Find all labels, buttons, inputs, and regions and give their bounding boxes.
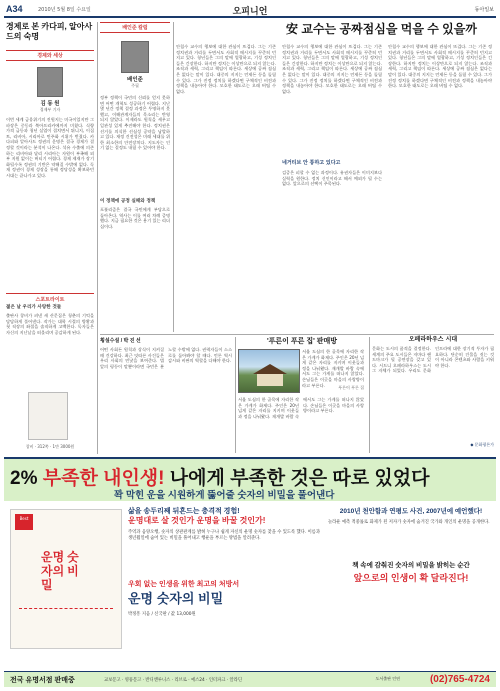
column-body: 정부 정책이 국민의 신뢰를 얻지 못하면 어떤 개혁도 성공하기 어렵다. 지난 몇 년간 정책 결정 과정은 투명하지 못했고, 이해관계자들의 목소리는 반영되지 않았다. 이제라도 원칙을 세우고 일관성 있게 추진해야 한다. 정치권은 선거를 의식한 선심성 공약을 남발하고 있다. 재정 건전성은 미래 세대를 위한 최소한의 안전장치다. 지도자는 인기 없는 결정도 내릴 수 있어야 한다. — [100, 95, 170, 151]
ad-publisher: 도서출판 인연 — [375, 676, 400, 681]
columnist-name: 배인준 — [127, 77, 143, 83]
ad-headline-rest: 나에게 부족한 것은 따로 있었다 — [164, 468, 430, 489]
center-body: 어떤 사회든 원칙과 상식이 지켜질 때 건강하다. 최근 잇따른 사건들은 우리 사회의 민낯을 보여준다. 법 앞의 평등이 말뿐이라면 국민은 분노할 수밖에 없다. 권력자들이 스스로를 돌아봐야 할 때다. 언론 역시 감시와 비판의 역할을 다해야 한다. — [100, 347, 232, 369]
newspaper-name: 동아일보 — [474, 7, 494, 13]
ad-right-line2: 책 속에 감춰진 숫자의 비밀을 밝히는 순간 — [352, 562, 470, 569]
column-body-2: 포퓰리즘은 결국 국민에게 부담으로 돌아온다. 역사는 이를 여러 차례 증명했다. 지금 필요한 것은 용기 있는 리더십이다. — [100, 207, 170, 229]
author-photo — [37, 67, 63, 97]
box-title-column: 배인준 칼럼 — [100, 22, 170, 33]
ad-right-body: 놀라운 예측 적중률로 화제가 된 저자가 숫자에 숨겨진 국가와 개인의 운명을 공개한다. — [328, 520, 490, 525]
ad-middle-column — [128, 507, 322, 618]
ad-subheadline: 꽉 막힌 운을 시원하게 뚫어줄 숫자의 비밀을 풀어낸다 — [114, 490, 335, 501]
ad-book-cover-title: 운명 숫자의 비밀 — [41, 550, 79, 592]
ad-mid-line1: 삶을 송두리째 뒤흔드는 충격적 경험! — [128, 508, 240, 515]
feature-photo-caption: 푸른이 푸른 집 — [338, 385, 364, 390]
feature-box — [238, 337, 366, 453]
ad-book-cover[interactable] — [10, 509, 122, 649]
main-body-col3: 검증은 피할 수 없는 과정이다. 유권자들은 이미지보다 실력을 원한다. 정치 신인이라고 해서 예외가 될 수는 없다. 앞으로의 선택이 주목된다. — [282, 170, 382, 187]
far-right-subhead: 오페라하우스 시대 — [408, 336, 458, 343]
main-article — [176, 22, 494, 332]
book-review-body: 출판사 창비가 펴낸 새 산문집은 청춘의 기억을 담담하게 풀어낸다. 작가는 대학 시절의 방황과 첫 직장의 좌절을 솔직하게 고백한다. 독자들은 자신의 지난날을 떠올리며 공감하게 된다. — [6, 313, 94, 335]
column-opinion — [100, 22, 170, 332]
column-economy — [6, 22, 94, 454]
ad-footer — [4, 671, 496, 687]
feature-headline: '푸른이 푸른 집' 판매방 — [266, 338, 338, 345]
article-body-economy: 이번 세계 금융위기의 진원지는 미국이었지만 그 파장은 중동과 북아프리카에까지 미쳤다. 식량 가격 급등과 청년 실업이 겹치면서 튀니지, 이집트, 리비아, 시리아로 민주화 시위가 번졌다. 카다피와 알아사드 정권의 운명은 결국 경제가 결정할 것이라는 분석이 나온다. 석유 수출에 의존하는 리비아와 달리 시리아는 자원이 부족해 외부 지원 없이는 버티기 어렵다. 경제 제재가 장기화될수록 정권의 기반은 약해질 수밖에 없다. 독재 정권이 경제 성장을 통해 정당성을 확보하던 시대는 끝나가고 있다. — [6, 117, 94, 178]
issue-date: 2010년 5월 8일 수요일 — [38, 7, 91, 13]
main-subhead: 네거티브 안 통하고 있다고 — [282, 160, 341, 166]
box-title-spotlight: 스포트라이트 — [6, 293, 94, 303]
main-headline: 安 교수는 공짜점심을 먹을 수 있을까 — [286, 22, 477, 36]
column-divider — [369, 337, 370, 453]
ad-right-column — [328, 507, 494, 584]
ad-mid-line2: 운명대로 살 것인가 운명을 바꿀 것인가! — [128, 516, 266, 525]
box-title-economy: 경제와 세상 — [6, 50, 94, 61]
ad-headline-red: 부족한 내인생! — [42, 468, 165, 489]
page-header — [4, 4, 496, 18]
ad-right-line3: 앞으로의 인생이 확 달라진다! — [353, 573, 469, 583]
section-divider — [100, 334, 494, 335]
column-divider — [97, 22, 98, 454]
ad-header — [4, 459, 496, 501]
main-body-col2: 안철수 교수의 행보에 대한 관심이 뜨겁다. 그는 기존 정치권과 거리를 두면서도 사회적 메시지를 꾸준히 던지고 있다. 청년들은 그의 말에 열광하고, 기성 정치인들은 긴장한다. 하지만 정치는 이상만으로 되지 않는다. 조직과 세력, 그리고 책임이 따른다. 세상에 공짜 점심은 없다는 말이 있다. 대중의 지지는 언제든 등을 돌릴 수 있다. 그가 진정 정치를 하겠다면 구체적인 비전과 정책을 내놓아야 한다. 모호한 태도로는 오래 버틸 수 없다. — [282, 44, 382, 94]
house-wall-icon — [257, 374, 283, 386]
center-box — [100, 337, 232, 453]
feature-body: 서울 도심의 한 골목에 자리한 작은 가게가 화제다. 주인은 20년 넘게 같은 자리를 지키며 이웃들과 정을 나눠왔다. 재개발 바람 속에서도 그는 가게를 떠나지 않았다. 손님들은 이곳을 마을의 사랑방이라고 부른다. — [302, 349, 364, 388]
main-body: 안철수 교수의 행보에 대한 관심이 뜨겁다. 그는 기존 정치권과 거리를 두면서도 사회적 메시지를 꾸준히 던지고 있다. 청년들은 그의 말에 열광하고, 기성 정치인들은 긴장한다. 하지만 정치는 이상만으로 되지 않는다. 조직과 세력, 그리고 책임이 따른다. 세상에 공짜 점심은 없다는 말이 있다. 대중의 지지는 언제든 등을 돌릴 수 있다. 그가 진정 정치를 하겠다면 구체적인 비전과 정책을 내놓아야 한다. 모호한 태도로는 오래 버틸 수 없다. — [176, 44, 276, 94]
book-caption: 창비 · 312쪽 · 1만 3000원 — [25, 444, 75, 449]
author-role: 경제부 기자 — [39, 107, 61, 112]
feature-photo — [238, 349, 300, 393]
ad-store-list: 교보문고 · 영풍문고 · 반디앤루니스 · 리브로 · 예스24 · 인터파크 · 알라딘 — [104, 678, 242, 683]
box-title-center: 횡설수설 / 박 진 선 — [100, 338, 141, 344]
ad-mid-body: 주역과 음양오행, 숫자의 상관관계를 밝혀 누구나 쉽게 자신의 운명 숫자를 찾을 수 있도록 했다. 이름과 생년월일에 숨어 있는 비밀을 풀어내고 행운을 부르는 방법을 알려준다. — [128, 530, 321, 541]
columnist-photo — [121, 41, 149, 73]
columnist-role: 주필 — [131, 83, 139, 88]
ad-mid-title: 운명 숫자의 비밀 — [128, 591, 224, 606]
column-subhead: 이 정책에 공정 실패와 정책 — [100, 199, 156, 204]
ad-mid-line3: 우회 없는 인생을 위한 최고의 처방서 — [128, 581, 240, 588]
column-divider — [235, 337, 236, 453]
book-illustration-icon — [19, 608, 113, 638]
ad-phone-number[interactable]: (02)765-4724 — [429, 674, 490, 685]
main-body-col4: 안철수 교수의 행보에 대한 관심이 뜨겁다. 그는 기존 정치권과 거리를 두면서도 사회적 메시지를 꾸준히 던지고 있다. 청년들은 그의 말에 열광하고, 기성 정치인들은 긴장한다. 하지만 정치는 이상만으로 되지 않는다. 조직과 세력, 그리고 책임이 따른다. 세상에 공짜 점심은 없다는 말이 있다. 대중의 지지는 언제든 등을 돌릴 수 있다. 그가 진정 정치를 하겠다면 구체적인 비전과 정책을 내놓아야 한다. 모호한 태도로는 오래 버틸 수 없다. — [388, 44, 492, 89]
best-ribbon-icon: Best — [15, 514, 33, 530]
far-right-column — [372, 337, 494, 453]
book-advertisement[interactable] — [4, 457, 496, 687]
headline-economy: 경제로 본 카다피, 알아사드의 숙명 — [6, 22, 93, 41]
section-title: 오피니언 — [232, 6, 268, 16]
page-number: A34 — [6, 4, 23, 14]
column-divider — [173, 22, 174, 332]
far-right-author: ◆ 문화평론가 — [470, 442, 494, 447]
book-cover-image — [28, 392, 68, 440]
far-right-body: 문화는 도시의 품격을 결정한다. 세계의 주요 도시들은 저마다 랜드마크가 될 공연장을 갖고 있다. 시드니 오페라하우스는 도시 그 자체가 되었다. 우리도 문화 인프라에 대한 장기적 투자가 필요하다. 단순히 건물을 짓는 것이 아니라 콘텐츠와 사람을 키워야 한다. — [372, 346, 494, 374]
feature-body-2: 서울 도심의 한 골목에 자리한 작은 가게가 화제다. 주인은 20년 넘게 같은 자리를 지키며 이웃들과 정을 나눠왔다. 재개발 바람 속에서도 그는 가게를 떠나지 않았다. 손님들은 이곳을 마을의 사랑방이라고 부른다. — [238, 397, 364, 419]
house-roof-icon — [253, 364, 287, 374]
author-name: 김 동 원 — [40, 101, 60, 107]
book-review-head: 젊은 날 우리가 사랑한 것들 — [6, 305, 62, 310]
ad-headline-percent: 2% — [10, 468, 43, 489]
ad-store-notice: 전국 유명서점 판매중 — [10, 677, 75, 684]
ad-headline — [10, 463, 429, 490]
ad-right-line1: 2010년 천안함과 연평도 사건, 2007년에 예언했다! — [339, 508, 483, 515]
ad-mid-author: 박정흥 지음 / 신국판 / 값 13,000원 — [128, 612, 196, 617]
